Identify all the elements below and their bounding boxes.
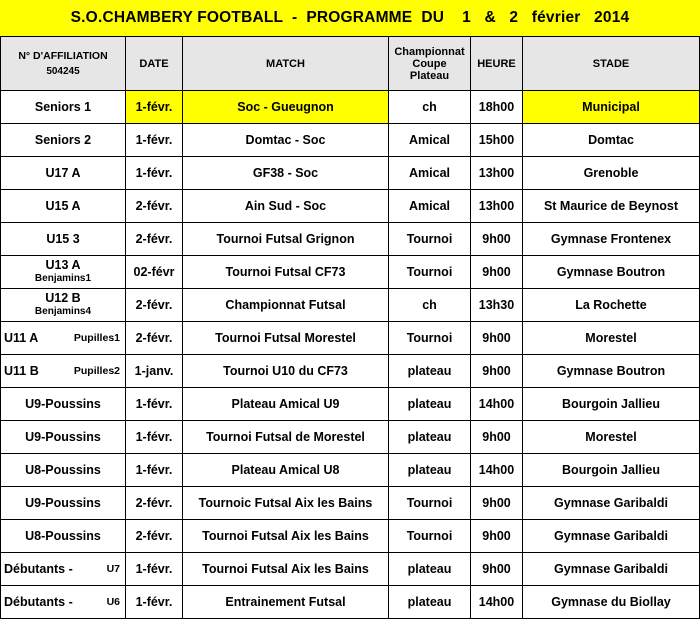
table-row: [1, 157, 700, 190]
table-row: [1, 553, 700, 586]
heure-cell: 9h00: [471, 487, 523, 520]
type-cell: plateau: [389, 421, 471, 454]
team-name: U8-Poussins: [25, 528, 101, 543]
type-cell: plateau: [389, 388, 471, 421]
heure-cell: 9h00: [471, 355, 523, 388]
match-cell: Soc - Gueugnon: [183, 91, 389, 124]
match-cell: Tournoi Futsal Aix les Bains: [183, 553, 389, 586]
team-cell: [1, 322, 126, 355]
type-header: Championnat Coupe Plateau: [389, 37, 471, 91]
stade-header: STADE: [523, 37, 700, 91]
stade-cell: Bourgoin Jallieu: [523, 454, 700, 487]
heure-cell: 15h00: [471, 124, 523, 157]
type-cell: ch: [389, 91, 471, 124]
date-cell: 2-févr.: [126, 289, 183, 322]
type-cell: Amical: [389, 190, 471, 223]
team-name: U17 A: [45, 165, 81, 180]
date-cell: 1-févr.: [126, 124, 183, 157]
date-cell: 1-févr.: [126, 553, 183, 586]
match-cell: Championnat Futsal: [183, 289, 389, 322]
affiliation-header: [1, 37, 126, 91]
heure-cell: 9h00: [471, 256, 523, 289]
stade-cell: Gymnase Garibaldi: [523, 487, 700, 520]
team-cell: [1, 256, 126, 289]
type-cell: Tournoi: [389, 520, 471, 553]
team-subgroup: Benjamins1: [34, 273, 92, 284]
programme-table: [0, 36, 700, 619]
date-cell: 2-févr.: [126, 190, 183, 223]
table-row: [1, 355, 700, 388]
team-cell: [1, 487, 126, 520]
table-row: [1, 421, 700, 454]
date-cell: 2-févr.: [126, 223, 183, 256]
match-cell: Tournoi Futsal Morestel: [183, 322, 389, 355]
table-row: [1, 322, 700, 355]
table-row: [1, 454, 700, 487]
stade-cell: Gymnase Frontenex: [523, 223, 700, 256]
affiliation-number: 504245: [46, 65, 80, 77]
team-name: U9-Poussins: [25, 495, 101, 510]
match-cell: Tournoi Futsal CF73: [183, 256, 389, 289]
team-subgroup: Benjamins4: [34, 306, 92, 317]
heure-cell: 14h00: [471, 454, 523, 487]
stade-cell: Municipal: [523, 91, 700, 124]
team-name: U11 B: [4, 363, 39, 378]
heure-cell: 9h00: [471, 520, 523, 553]
table-body: [1, 91, 700, 619]
affiliation-label: N° D'AFFILIATION: [18, 49, 108, 62]
team-cell: [1, 289, 126, 322]
team-name: U15 A: [45, 198, 81, 213]
type-cell: plateau: [389, 586, 471, 619]
heure-cell: 9h00: [471, 553, 523, 586]
type-cell: Tournoi: [389, 322, 471, 355]
team-name: U8-Poussins: [25, 462, 101, 477]
table-row: [1, 91, 700, 124]
date-cell: 02-févr: [126, 256, 183, 289]
date-cell: 2-févr.: [126, 487, 183, 520]
stade-cell: Gymnase Garibaldi: [523, 520, 700, 553]
table-row: [1, 487, 700, 520]
team-cell: [1, 553, 126, 586]
table-row: [1, 223, 700, 256]
table-row: [1, 124, 700, 157]
date-cell: 2-févr.: [126, 520, 183, 553]
heure-cell: 9h00: [471, 223, 523, 256]
heure-cell: 14h00: [471, 388, 523, 421]
heure-header: HEURE: [471, 37, 523, 91]
table-row: [1, 190, 700, 223]
stade-cell: Grenoble: [523, 157, 700, 190]
stade-cell: Gymnase Boutron: [523, 355, 700, 388]
date-cell: 1-févr.: [126, 388, 183, 421]
team-cell: [1, 586, 126, 619]
stade-cell: Gymnase Boutron: [523, 256, 700, 289]
team-name: U15 3: [46, 231, 80, 246]
table-row: [1, 289, 700, 322]
date-cell: 1-janv.: [126, 355, 183, 388]
date-cell: 1-févr.: [126, 421, 183, 454]
match-cell: Tournoi Futsal Aix les Bains: [183, 520, 389, 553]
type-cell: Amical: [389, 157, 471, 190]
date-cell: 2-févr.: [126, 322, 183, 355]
team-category: Pupilles2: [73, 364, 120, 377]
heure-cell: 14h00: [471, 586, 523, 619]
table-row: [1, 388, 700, 421]
team-category: U6: [106, 595, 120, 608]
team-cell: [1, 454, 126, 487]
stade-cell: Morestel: [523, 322, 700, 355]
stade-cell: La Rochette: [523, 289, 700, 322]
match-cell: Plateau Amical U8: [183, 454, 389, 487]
team-cell: [1, 124, 126, 157]
match-cell: Ain Sud - Soc: [183, 190, 389, 223]
date-cell: 1-févr.: [126, 586, 183, 619]
date-cell: 1-févr.: [126, 454, 183, 487]
stade-cell: St Maurice de Beynost: [523, 190, 700, 223]
type-cell: Amical: [389, 124, 471, 157]
team-cell: [1, 91, 126, 124]
team-name: Seniors 2: [34, 132, 92, 147]
table-row: [1, 586, 700, 619]
stade-cell: Domtac: [523, 124, 700, 157]
match-cell: Plateau Amical U9: [183, 388, 389, 421]
team-name: U13 A: [45, 258, 81, 272]
team-name: Débutants -: [4, 594, 73, 609]
match-cell: Tournoi U10 du CF73: [183, 355, 389, 388]
type-cell: Tournoi: [389, 256, 471, 289]
match-cell: Tournoi Futsal de Morestel: [183, 421, 389, 454]
type-cell: Tournoi: [389, 487, 471, 520]
match-cell: Tournoi Futsal Grignon: [183, 223, 389, 256]
team-category: U7: [106, 562, 120, 575]
type-cell: plateau: [389, 553, 471, 586]
team-cell: [1, 388, 126, 421]
date-header: DATE: [126, 37, 183, 91]
date-cell: 1-févr.: [126, 157, 183, 190]
type-cell: plateau: [389, 454, 471, 487]
team-category: Pupilles1: [73, 331, 120, 344]
team-cell: [1, 355, 126, 388]
team-cell: [1, 190, 126, 223]
heure-cell: 9h00: [471, 421, 523, 454]
stade-cell: Gymnase du Biollay: [523, 586, 700, 619]
team-cell: [1, 421, 126, 454]
heure-cell: 13h30: [471, 289, 523, 322]
table-row: [1, 520, 700, 553]
type-cell: Tournoi: [389, 223, 471, 256]
date-cell: 1-févr.: [126, 91, 183, 124]
match-cell: Domtac - Soc: [183, 124, 389, 157]
stade-cell: Morestel: [523, 421, 700, 454]
heure-cell: 18h00: [471, 91, 523, 124]
team-cell: [1, 520, 126, 553]
type-cell: ch: [389, 289, 471, 322]
team-name: U9-Poussins: [25, 396, 101, 411]
team-cell: [1, 157, 126, 190]
team-name: Débutants -: [4, 561, 73, 576]
stade-cell: Gymnase Garibaldi: [523, 553, 700, 586]
table-row: [1, 256, 700, 289]
header-row: [1, 37, 700, 91]
heure-cell: 13h00: [471, 190, 523, 223]
type-cell: plateau: [389, 355, 471, 388]
heure-cell: 13h00: [471, 157, 523, 190]
team-name: Seniors 1: [34, 99, 92, 114]
match-cell: GF38 - Soc: [183, 157, 389, 190]
team-name: U11 A: [4, 330, 39, 345]
stade-cell: Bourgoin Jallieu: [523, 388, 700, 421]
team-name: U9-Poussins: [25, 429, 101, 444]
team-name: U12 B: [45, 291, 81, 305]
match-cell: Tournoic Futsal Aix les Bains: [183, 487, 389, 520]
match-header: MATCH: [183, 37, 389, 91]
match-cell: Entrainement Futsal: [183, 586, 389, 619]
team-cell: [1, 223, 126, 256]
heure-cell: 9h00: [471, 322, 523, 355]
page-title: S.O.CHAMBERY FOOTBALL - PROGRAMME DU 1 & 2 février 2014: [0, 0, 700, 36]
